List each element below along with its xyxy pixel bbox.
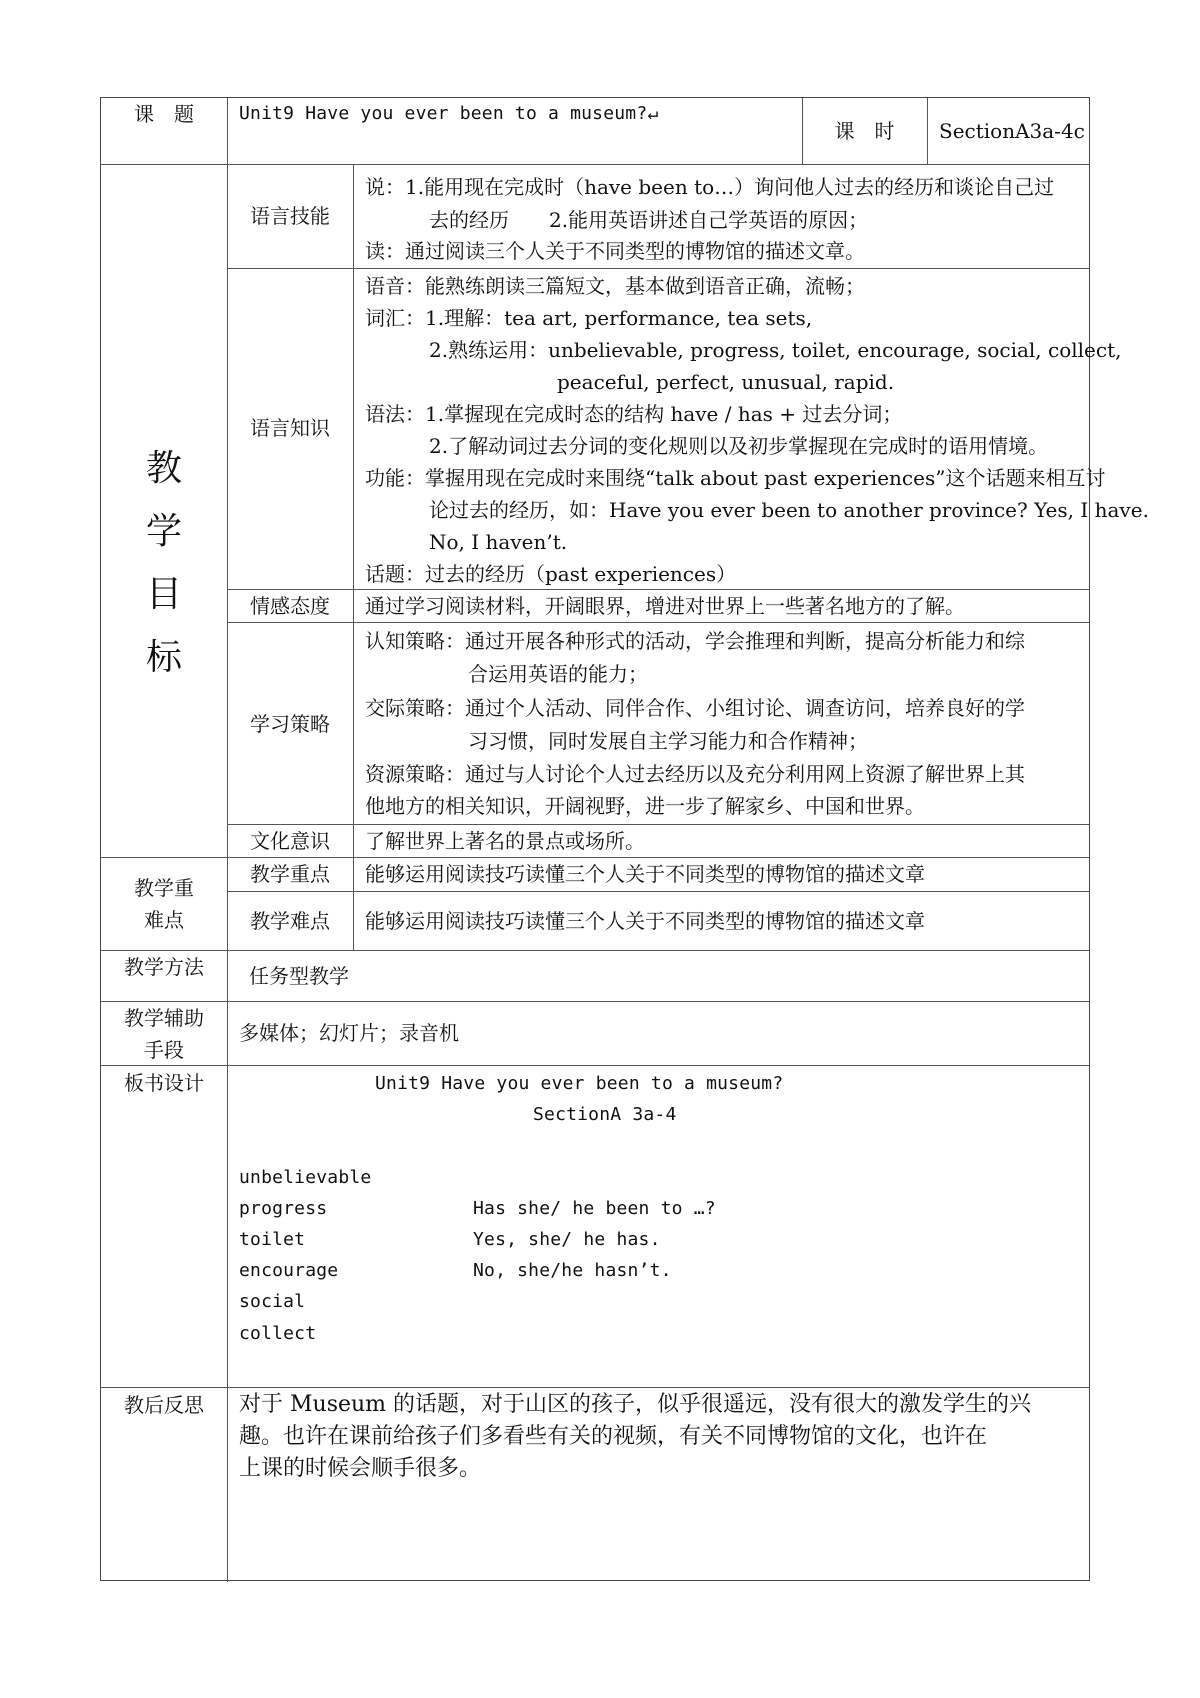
list-item: toilet (239, 1229, 306, 1250)
list-item: encourage (239, 1260, 339, 1281)
difficulty-text: 能够运用阅读技巧读懂三个人关于不同类型的博物馆的描述文章 (365, 909, 925, 933)
list-item: social (239, 1291, 306, 1312)
list-item: progress (239, 1198, 328, 1219)
board-title: Unit9 Have you ever been to a museum? (375, 1073, 784, 1094)
focus-label: 教学重点 (250, 862, 330, 886)
list-item: Yes, she/ he has. (473, 1229, 661, 1250)
reflection-label: 教后反思 (124, 1393, 204, 1417)
objectives-label: 教 学 目 标 (145, 448, 182, 678)
topic-value: Unit9 Have you ever been to a museum?↵ (239, 103, 659, 124)
aids-label: 教学辅助 手段 (124, 1006, 204, 1062)
board-label: 板书设计 (124, 1071, 204, 1095)
method-label: 教学方法 (124, 955, 204, 979)
lesson-plan-table: 课 题 Unit9 Have you ever been to a museum?↵ 课 时 SectionA3a-4c 教 学 目 标 语言技能 说：1.能用现在完成时（have been to…）询问他人过去的经历和谈论自己过 去的经历 2.能用英语讲述自己学英语的原因； 读：通过阅读三个人关于不同类型的博物馆的描述文章。 语言知识 语音：能熟练朗读三篇短文，基本做到语音正确，流畅； 词汇：1.理解：tea art, performance, tea sets, 2.熟练运用：unbelievable, progress, toilet, encourage, social, collect, peaceful, perfect, unusual, rapid. 语法：1.掌握现在完成时态的结构 have / has + 过去分词； 2.了解动词过去分词的变化规则以及初步掌握现在完成时的语用情境。 功能：掌握用现在完成时来围绕“talk about past experiences”这个话题来相互讨 论过去的经历，如：Have you ever been to another province? Yes, I have. No, I haven’t. 话题：过去的经历（past experiences） 情感态度 通过学习阅读材料，开阔眼界，增进对世界上一些著名地方的了解。 学习策略 认知策略：通过开展各种形式的活动，学会推理和判断，提高分析能力和综 合运用英语的能力； 交际策略：通过个人活动、同伴合作、小组讨论、调查访问，培养良好的学 习习惯，同时发展自主学习能力和合作精神； 资源策略：通过与人讨论个人过去经历以及充分利用网上资源了解世界上其 他地方的相关知识，开阔视野，进一步了解家乡、中国和世界。 文化意识 了解世界上著名的景点或场所。 教学重 难点 教学重点 能够运用阅读技巧读懂三个人关于不同类型的博物馆的描述文章 教学难点 能够运用阅读技巧读懂三个人关于不同类型的博物馆的描述文章 教学方法 任务型教学 教学辅助 手段 多媒体；幻灯片；录音机 板书设计 Unit9 Have you ever been to a museum? SectionA 3a-4 unbelievable progress toilet encourage social collect Has she/ he been to …? Yes, she/ he has. No, she/he hasn’t. 教后反思 对于 Museum 的话题，对于山区的孩子，似乎很遥远，没有很大的激发学生的兴 趣。也许在课前给孩子们多看些有关的视频，有关不同博物馆的文化，也许在 上课的时候会顺手很多。 (100, 97, 1090, 1581)
emotion-label: 情感态度 (250, 594, 330, 618)
language-skills-label: 语言技能 (250, 204, 330, 228)
difficulty-label: 教学难点 (250, 909, 330, 933)
topic-label: 课 题 (134, 102, 194, 126)
method-text: 任务型教学 (249, 964, 349, 988)
focus-text: 能够运用阅读技巧读懂三个人关于不同类型的博物馆的描述文章 (365, 862, 925, 886)
list-item: unbelievable (239, 1167, 372, 1188)
list-item: collect (239, 1323, 317, 1344)
key-points-label: 教学重 难点 (134, 876, 194, 932)
period-value: SectionA3a-4c (939, 119, 1085, 143)
list-item: No, she/he hasn’t. (473, 1260, 672, 1281)
culture-label: 文化意识 (250, 829, 330, 853)
board-subtitle: SectionA 3a-4 (533, 1104, 677, 1125)
language-knowledge-label: 语言知识 (250, 416, 330, 440)
strategy-label: 学习策略 (250, 712, 330, 736)
culture-text: 了解世界上著名的景点或场所。 (365, 829, 645, 853)
list-item: Has she/ he been to …? (473, 1198, 716, 1219)
emotion-text: 通过学习阅读材料，开阔眼界，增进对世界上一些著名地方的了解。 (365, 594, 965, 618)
aids-text: 多媒体；幻灯片；录音机 (239, 1021, 459, 1045)
period-label: 课 时 (834, 119, 895, 143)
